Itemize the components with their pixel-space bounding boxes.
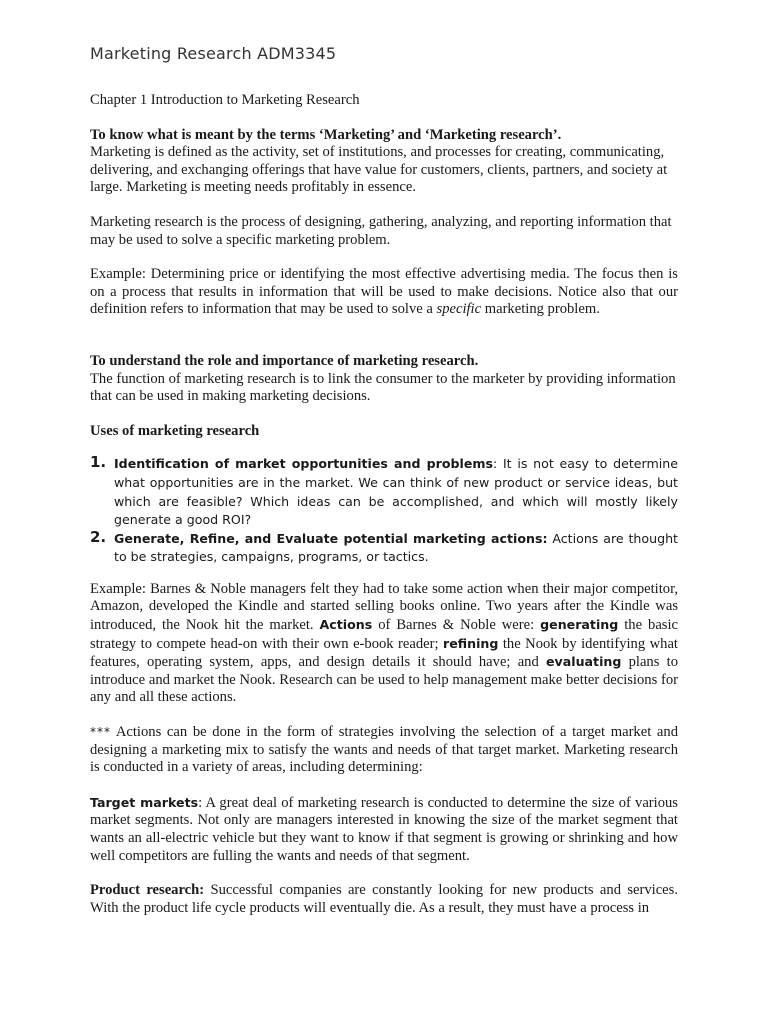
chapter-title: Chapter 1 Introduction to Marketing Research xyxy=(90,92,360,108)
marketing-research-definition-paragraph: Marketing research is the process of designing, gathering, analyzing, and reporting information that may be used to solve a specific marketing problem. xyxy=(90,213,672,248)
actions-note-paragraph: *** Actions can be done in the form of strategies involving the selection of a target market and designing a marketing mix to satisfy the wants and needs of that target market. Marketing research is conducted in a variety of areas, including determining: xyxy=(90,724,678,776)
product-research-paragraph: Product research: Successful companies are constantly looking for new products and services. With the product life cycle products will eventually die. As a result, they must have a process in xyxy=(90,882,678,916)
marketing-definition-paragraph: Marketing is defined as the activity, set of institutions, and processes for creating, communicating, delivering, and exchanging offerings that have value for customers, clients, partners, and society at large. Marketing is meeting needs profitably in essence. xyxy=(90,144,668,196)
list-number: 1. xyxy=(90,453,107,472)
example-paragraph: Example: Determining price or identifying the most effective advertising media. The focus then is on a process that results in information that will be used to make decisions. Notice also that our definition refers to information that may be used to solve a specific marketing problem. xyxy=(90,266,678,318)
list-item-title: Identification of market opportunities and problems xyxy=(114,456,493,472)
target-markets-paragraph: Target markets: A great deal of marketing research is conducted to determine the size of various market segments. Not only are managers interested in knowing the size of the market segment that wants an all-electric vehicle but they want to know if that segment is growing or shrinking and how well competitors are fulling the wants and needs of that segment. xyxy=(90,794,678,864)
uses-heading: Uses of marketing research xyxy=(90,422,260,439)
list-item-title: Generate, Refine, and Evaluate potential marketing actions: xyxy=(114,530,548,546)
list-item: 1. Identification of market opportunities and problems: It is not easy to determine what opportunities are in the market. We can think of new product or service ideas, but which are feasible? Which ideas can be accomplished, and which will mostly likely generate a good ROI? xyxy=(90,453,678,528)
uses-list xyxy=(90,455,678,567)
page-header-title: Marketing Research ADM3345 xyxy=(90,44,337,63)
list-number: 2. xyxy=(90,527,107,546)
list-item-text: Actions are thought to be strategies, campaigns, programs, or tactics. xyxy=(114,530,678,565)
section-heading-role: To understand the role and importance of marketing research. xyxy=(90,352,479,369)
role-paragraph: The function of marketing research is to link the consumer to the marketer by providing information that can be used in making marketing decisions. xyxy=(90,370,676,405)
document-body xyxy=(90,92,678,917)
section-heading-terms: To know what is meant by the terms ‘Marketing’ and ‘Marketing research’. xyxy=(90,126,562,143)
list-item xyxy=(90,527,678,567)
barnes-noble-example-paragraph: Example: Barnes & Noble managers felt they had to take some action when their major competitor, Amazon, developed the Kindle and started selling books online. Two years after the Kindle was introduced, the Nook hit the market. Actions of Barnes & Noble were: generating the basic strategy to compete head-on with their own e-book reader; refining the Nook by identifying what features, operating system, apps, and design details it should have; and evaluating plans to introduce and market the Nook. Research can be used to help management make better decisions for any and all these actions. xyxy=(90,580,679,706)
list-item-text: It is not easy to determine what opportunities are in the market. We can think of new product or service ideas, but which are feasible? Which ideas can be accomplished, and which will mostly likely generate a good ROI? xyxy=(114,456,678,528)
